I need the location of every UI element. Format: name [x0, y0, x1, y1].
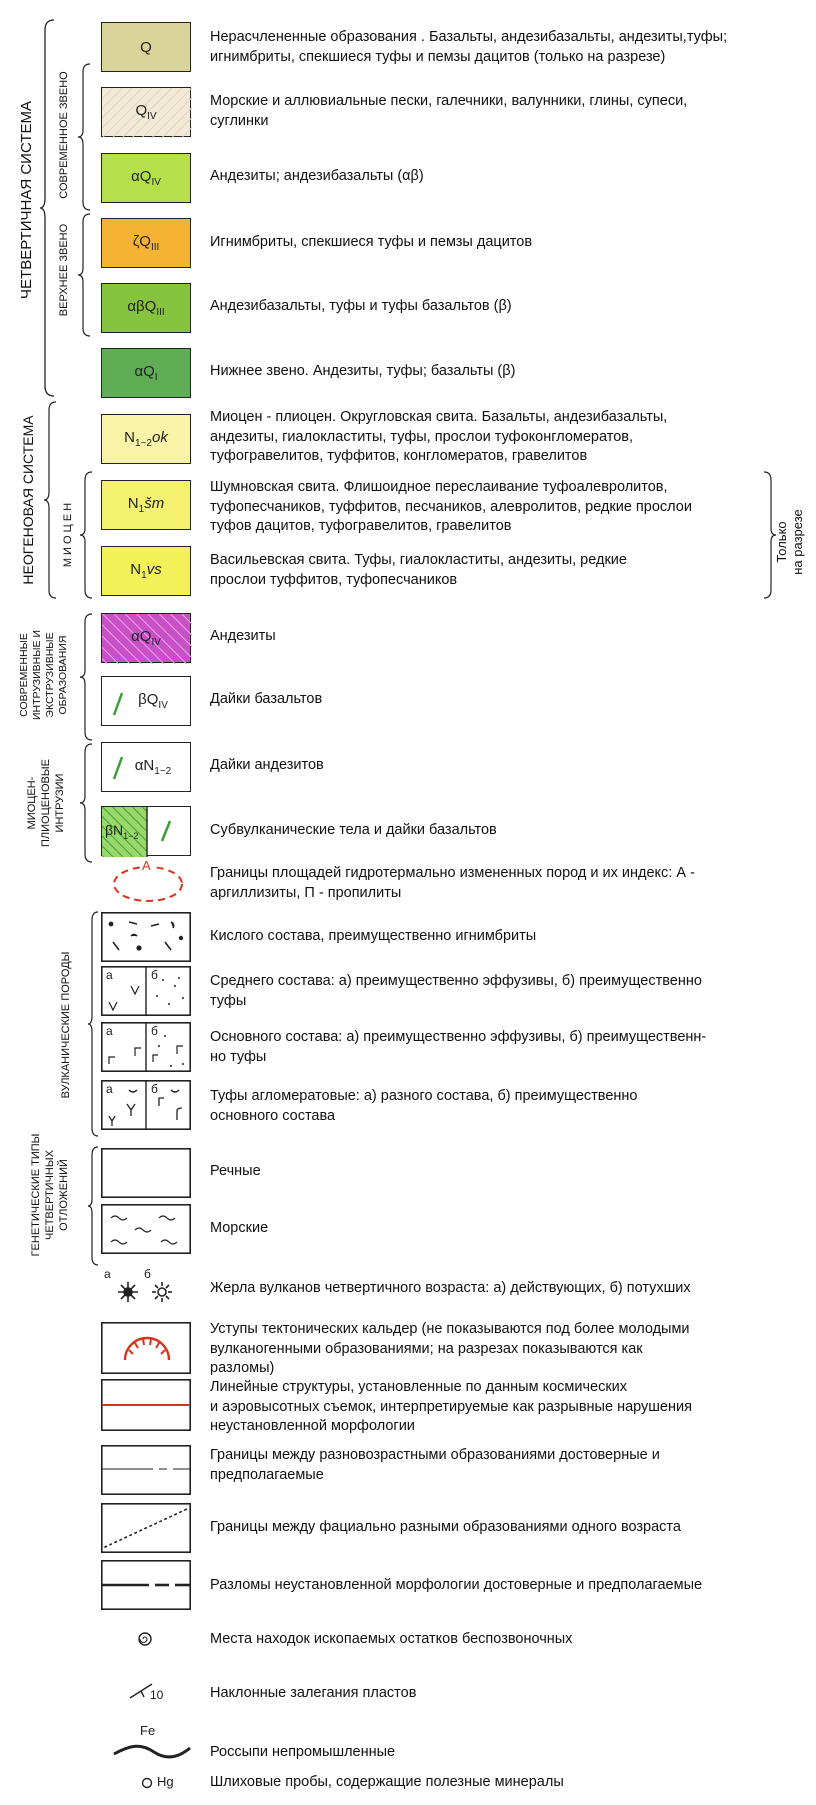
unit-aqiv-intrusive-swatch: $\alpha Q_{IV}$: [101, 613, 191, 663]
linear-structures-swatch: [101, 1379, 191, 1431]
unit-nvs-description: Васильевская свита. Туфы, гиалокластиты, андезиты, редкие прослои туффитов, туфопесчаников: [210, 552, 627, 588]
modern-link-brace: [78, 62, 92, 212]
unit-nok-description: Миоцен - плиоцен. Округловская свита. Базальты, андезибазальты, андезиты, гиалокластиты, туфы, прослои туфоконгломератов, туфогравелитов, туффитов, конгломератов, гравелитов: [210, 409, 668, 464]
modern-intrusive-brace: [80, 612, 94, 742]
unit-qiv-description: Морские и аллювиальные пески, галечники, валунники, глины, супеси, суглинки: [210, 93, 688, 129]
vent-a-label: а: [104, 1267, 111, 1281]
miocene-label: М И О Ц Е Н: [62, 502, 74, 568]
caldera-scarps-swatch: [101, 1322, 191, 1374]
basic-volcanic-description: Основного состава: а) преимущественно эффузивы, б) преимущественн- но туфы: [210, 1029, 707, 1065]
agglomerate-a-label: а: [106, 1082, 113, 1096]
agglomerate-b-label: б: [151, 1082, 158, 1096]
modern-link-label: СОВРЕМЕННОЕ ЗВЕНО: [58, 71, 70, 199]
upper-link-brace: [78, 212, 92, 338]
volcano-vents-symbol: [104, 1270, 174, 1306]
sample-circle-icon: [140, 1776, 154, 1790]
unit-an-swatch: $\alpha N_{1-2}$: [101, 742, 191, 792]
unit-bqiv-swatch: $\beta Q_{IV}$: [101, 676, 191, 726]
fossil-icon: [134, 1628, 156, 1650]
inclined-bedding-description: Наклонные залегания пластов: [210, 1685, 417, 1701]
unit-nsm-description: Шумновская свита. Флишоидное переслаивание туфоалевролитов, туфопесчаников, туффитов, песчаников, алевролитов, редкие прослои туфов дацитов, туфогравелитов, гравелитов: [210, 479, 692, 534]
intermediate-volcanic-swatch: [101, 966, 191, 1016]
unit-abqiii-description: Андезибазальты, туфы и туфы базальтов (β): [210, 298, 512, 314]
age-boundaries-description: Границы между разновозрастными образованиями достоверные и предполагаемые: [210, 1447, 660, 1483]
upper-link-label: ВЕРХНЕЕ ЗВЕНО: [58, 223, 70, 317]
alteration-boundary-description: Границы площадей гидротермально измененных пород и их индекс: А - аргиллизиты, П - пропилиты: [210, 865, 695, 901]
unit-aqi-description: Нижнее звено. Андезиты, туфы; базальты (β): [210, 363, 516, 379]
agglomerate-tuffs-swatch: [101, 1080, 191, 1130]
unit-zqiii-swatch: $\zeta Q_{III}$: [101, 218, 191, 268]
placer-fe-label: Fe: [140, 1723, 156, 1738]
marine-deposits-description: Морские: [210, 1220, 269, 1236]
unit-aqi-swatch: $\alpha Q_I$: [101, 348, 191, 398]
sample-hg-label: Hg: [157, 1774, 174, 1789]
basic-b-label: б: [151, 1024, 158, 1038]
intermediate-a-label: а: [106, 968, 113, 982]
facies-boundaries-description: Границы между фациально разными образованиями одного возраста: [210, 1519, 681, 1535]
caldera-scarps-description: Уступы тектонических кальдер (не показываются под более молодыми вулканогенными образованиями; на разрезах показываются как разломы): [210, 1321, 690, 1376]
unit-aqiv-intrusive-description: Андезиты: [210, 628, 276, 644]
unit-bn-description: Субвулканические тела и дайки базальтов: [210, 822, 497, 838]
facies-boundaries-swatch: [101, 1503, 191, 1553]
neogene-brace: [44, 400, 58, 600]
unit-nsm-swatch: $N_1šm$: [101, 480, 191, 530]
faults-swatch: [101, 1560, 191, 1610]
river-deposits-description: Речные: [210, 1163, 261, 1179]
alteration-index-label: А: [142, 858, 151, 873]
linear-structures-description: Линейные структуры, установленные по данным космических и аэровысотных съемок, интерпретируемые как разрывные нарушения неустановленной морфологии: [210, 1379, 692, 1434]
acid-volcanic-swatch: [101, 912, 191, 962]
unit-aqiv-swatch: $\alpha Q_{IV}$: [101, 153, 191, 203]
unit-aqiv-description: Андезиты; андезибазальты (αβ): [210, 168, 424, 184]
river-deposits-swatch: [101, 1148, 191, 1198]
basic-volcanic-swatch: [101, 1022, 191, 1072]
marine-deposits-swatch: [101, 1204, 191, 1254]
volcanic-brace: [88, 910, 100, 1138]
unit-abqiii-swatch: αβQ$_{III}$: [101, 283, 191, 333]
agglomerate-tuffs-description: Туфы агломератовые: а) разного состава, б) преимущественно основного состава: [210, 1088, 638, 1124]
quaternary-system-label: ЧЕТВЕРТИЧНАЯ СИСТЕМА: [18, 101, 35, 299]
intermediate-volcanic-description: Среднего состава: а) преимущественно эффузивы, б) преимущественно туфы: [210, 973, 702, 1009]
neogene-system-label: НЕОГЕНОВАЯ СИСТЕМА: [20, 415, 36, 585]
vent-b-label: б: [144, 1267, 151, 1281]
age-boundaries-swatch: [101, 1445, 191, 1495]
quaternary-brace: [40, 18, 56, 398]
dip-angle-label: 10: [150, 1688, 164, 1702]
acid-volcanic-description: Кислого состава, преимущественно игнимбриты: [210, 928, 537, 944]
heavy-mineral-samples-description: Шлиховые пробы, содержащие полезные минералы: [210, 1774, 564, 1790]
genetic-brace: [88, 1145, 100, 1267]
placer-line-icon: [112, 1740, 192, 1762]
fossil-sites-description: Места находок ископаемых остатков беспозвоночных: [210, 1631, 573, 1647]
unit-nok-swatch: $N_{1-2}ok$: [101, 414, 191, 464]
unit-bqiv-description: Дайки базальтов: [210, 691, 323, 707]
faults-description: Разломы неустановленной морфологии достоверные и предполагаемые: [210, 1577, 703, 1593]
unit-zqiii-description: Игнимбриты, спекшиеся туфы и пемзы дацитов: [210, 234, 533, 250]
basic-a-label: а: [106, 1024, 113, 1038]
intermediate-b-label: б: [151, 968, 158, 982]
miocene-brace: [80, 470, 94, 600]
unit-nvs-swatch: $N_1vs$: [101, 546, 191, 596]
unit-an-description: Дайки андезитов: [210, 757, 324, 773]
unit-q-swatch: Q: [101, 22, 191, 72]
unit-qiv-swatch: $Q_{IV}$: [101, 87, 191, 137]
placers-description: Россыпи непромышленные: [210, 1744, 396, 1760]
volcanic-rocks-label: ВУЛКАНИЧЕСКИЕ ПОРОДЫ: [60, 951, 72, 1099]
volcano-vents-description: Жерла вулканов четвертичного возраста: а) действующих, б) потухших: [210, 1280, 691, 1296]
unit-bn-swatch: $\beta N_{1-2}$: [101, 806, 191, 856]
miocene-pliocene-brace: [80, 742, 94, 864]
unit-q-description: Нерасчлененные образования . Базальты, андезибазальты, андезиты,туфы; игнимбриты, спекшиеся туфы и пемзы дацитов (только на разрезе): [210, 29, 728, 65]
